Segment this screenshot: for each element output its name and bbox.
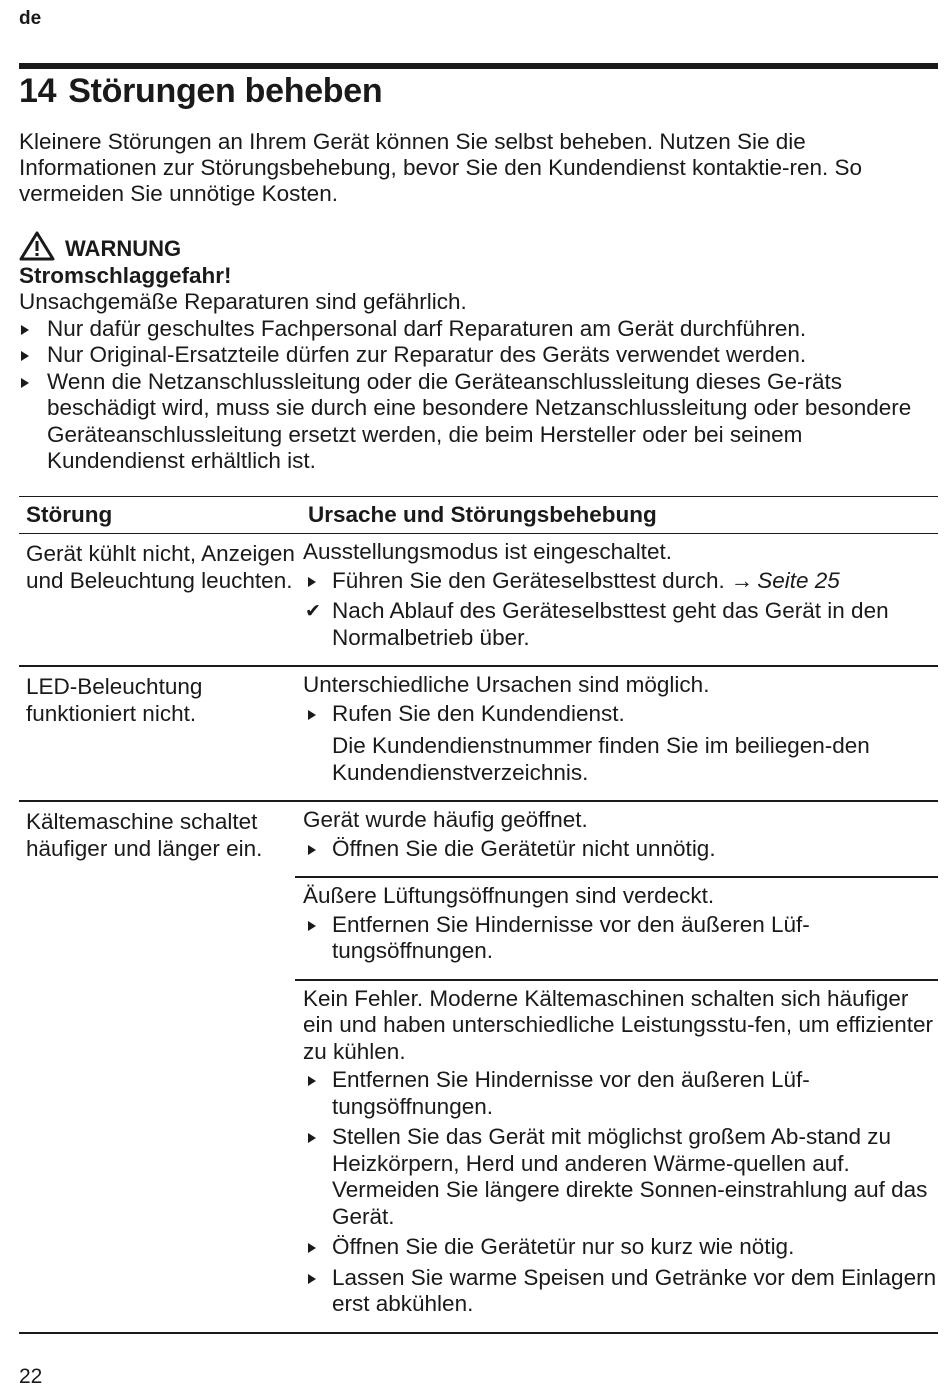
step-text: Öffnen Sie die Gerätetür nur so kurz wie nötig. [332, 1234, 795, 1259]
step-list [303, 701, 938, 787]
step-text: Lassen Sie warme Speisen und Getränke vor dem Einlagern erst abkühlen. [332, 1264, 937, 1316]
note-text: Die Kundendienstnummer finden Sie im beiliegen-den Kundendienstverzeichnis. [332, 733, 870, 785]
page-number: 22 [19, 1365, 43, 1388]
list-item [303, 568, 938, 595]
list-item [303, 1067, 938, 1120]
fault-cell: LED-Beleuchtung funktioniert nicht. [19, 665, 295, 800]
list-item-text: Nur dafür geschultes Fachpersonal darf Reparaturen am Gerät durchführen. [47, 315, 807, 341]
step-list [303, 1067, 938, 1318]
list-item [303, 1265, 938, 1318]
cause-column [295, 665, 938, 800]
list-item [19, 342, 934, 369]
bullet-triangle-icon [308, 921, 316, 931]
language-tag: de [19, 8, 42, 29]
fault-cell: Kältemaschine schaltet häufiger und länger ein. [19, 800, 295, 1332]
checkmark-icon: ✔ [305, 601, 321, 622]
list-item [19, 316, 934, 343]
warning-header [19, 230, 934, 263]
list-item [303, 912, 938, 965]
cause-column [295, 800, 938, 1332]
cause-cell [295, 665, 938, 800]
cause-cell [295, 979, 938, 1332]
step-text: Öffnen Sie die Gerätetür nicht unnötig. [332, 835, 716, 861]
list-item [303, 598, 938, 651]
list-item [303, 1124, 938, 1230]
list-item [303, 1234, 938, 1261]
list-item-text: Nur Original-Ersatzteile dürfen zur Reparatur des Geräts verwendet werden. [47, 342, 807, 367]
note-item [303, 733, 938, 786]
result-text: Nach Ablauf des Geräteselbsttest geht das Gerät in den Normalbetrieb über. [332, 598, 889, 650]
cause-text: Äußere Lüftungsöffnungen sind verdeckt. [303, 883, 715, 908]
cause-text: Kein Fehler. Moderne Kältemaschinen schalten sich häufiger ein und haben unterschiedliche Leistungsstu-fen, um effizienter zu kühlen. [303, 985, 933, 1064]
cause-column [295, 534, 938, 665]
cause-text: Unterschiedliche Ursachen sind möglich. [303, 672, 710, 697]
chapter-number: 14 [19, 72, 57, 110]
table-row [19, 534, 938, 665]
bullet-triangle-icon [308, 845, 316, 855]
list-item [19, 369, 934, 475]
bullet-triangle-icon [308, 577, 316, 587]
step-list [303, 568, 938, 652]
list-item-text: Wenn die Netzanschlussleitung oder die Geräteanschlussleitung dieses Ge-räts beschädigt wird, muss sie durch eine besondere Netzanschlussleitung oder besondere Geräteanschlussleitung ersetzt werden, die beim Hersteller oder bei seinem Kundendienst erhältlich ist. [47, 368, 912, 473]
step-text: Rufen Sie den Kundendienst. [332, 700, 625, 726]
arrow-right-icon: → [730, 567, 754, 593]
bullet-triangle-icon [21, 378, 29, 388]
page-reference[interactable] [725, 568, 840, 593]
step-text: Stellen Sie das Gerät mit möglichst großem Ab-stand zu Heizkörpern, Herd und anderen Wärme-quellen auf. Vermeiden Sie längere direkte Sonnen-einstrahlung auf das Gerät. [332, 1124, 928, 1229]
bullet-triangle-icon [21, 351, 29, 361]
cause-cell [295, 800, 938, 876]
table-row [19, 800, 938, 1332]
step-text: Entfernen Sie Hindernisse vor den äußeren Lüf-tungsöffnungen. [332, 1067, 810, 1119]
cause-text: Ausstellungsmodus ist eingeschaltet. [303, 539, 672, 564]
step-list [303, 836, 938, 863]
list-item [303, 701, 938, 728]
fault-cell: Gerät kühlt nicht, Anzeigen und Beleuchtung leuchten. [26, 541, 295, 593]
warning-list [19, 316, 934, 475]
page-reference-label: Seite 25 [757, 567, 840, 593]
column-header-cause: Ursache und Störungsbehebung [308, 501, 657, 527]
table-row [19, 665, 938, 800]
cause-cell [295, 876, 938, 979]
column-header-fault: Störung [26, 501, 113, 527]
step-list [303, 912, 938, 965]
header-rule [19, 63, 938, 69]
bullet-triangle-icon [308, 1243, 316, 1253]
cause-text: Gerät wurde häufig geöffnet. [303, 807, 588, 832]
table-header [19, 497, 938, 534]
warning-title: Stromschlaggefahr! [19, 262, 232, 288]
warning-triangle-icon [19, 231, 55, 261]
bullet-triangle-icon [308, 1076, 316, 1086]
troubleshooting-table [19, 496, 938, 1334]
chapter-title: Störungen beheben [68, 72, 383, 110]
cause-cell [295, 534, 938, 665]
step-text: Entfernen Sie Hindernisse vor den äußeren Lüf-tungsöffnungen. [332, 911, 810, 963]
warning-label: WARNUNG [65, 236, 182, 261]
table-bottom-rule [19, 1332, 938, 1334]
bullet-triangle-icon [308, 1274, 316, 1284]
list-item [303, 836, 938, 863]
chapter-heading [19, 72, 382, 111]
warning-block [19, 230, 934, 475]
bullet-triangle-icon [308, 710, 316, 720]
bullet-triangle-icon [308, 1133, 316, 1143]
intro-paragraph: Kleinere Störungen an Ihrem Gerät können Sie selbst beheben. Nutzen Sie die Informationen zur Störungsbehebung, bevor Sie den Kundendienst kontaktie-ren. So vermeiden Sie unnötige Kosten. [19, 129, 863, 206]
step-text: Führen Sie den Geräteselbsttest durch. [332, 567, 725, 593]
warning-text: Unsachgemäße Reparaturen sind gefährlich. [19, 289, 467, 314]
bullet-triangle-icon [21, 325, 29, 335]
